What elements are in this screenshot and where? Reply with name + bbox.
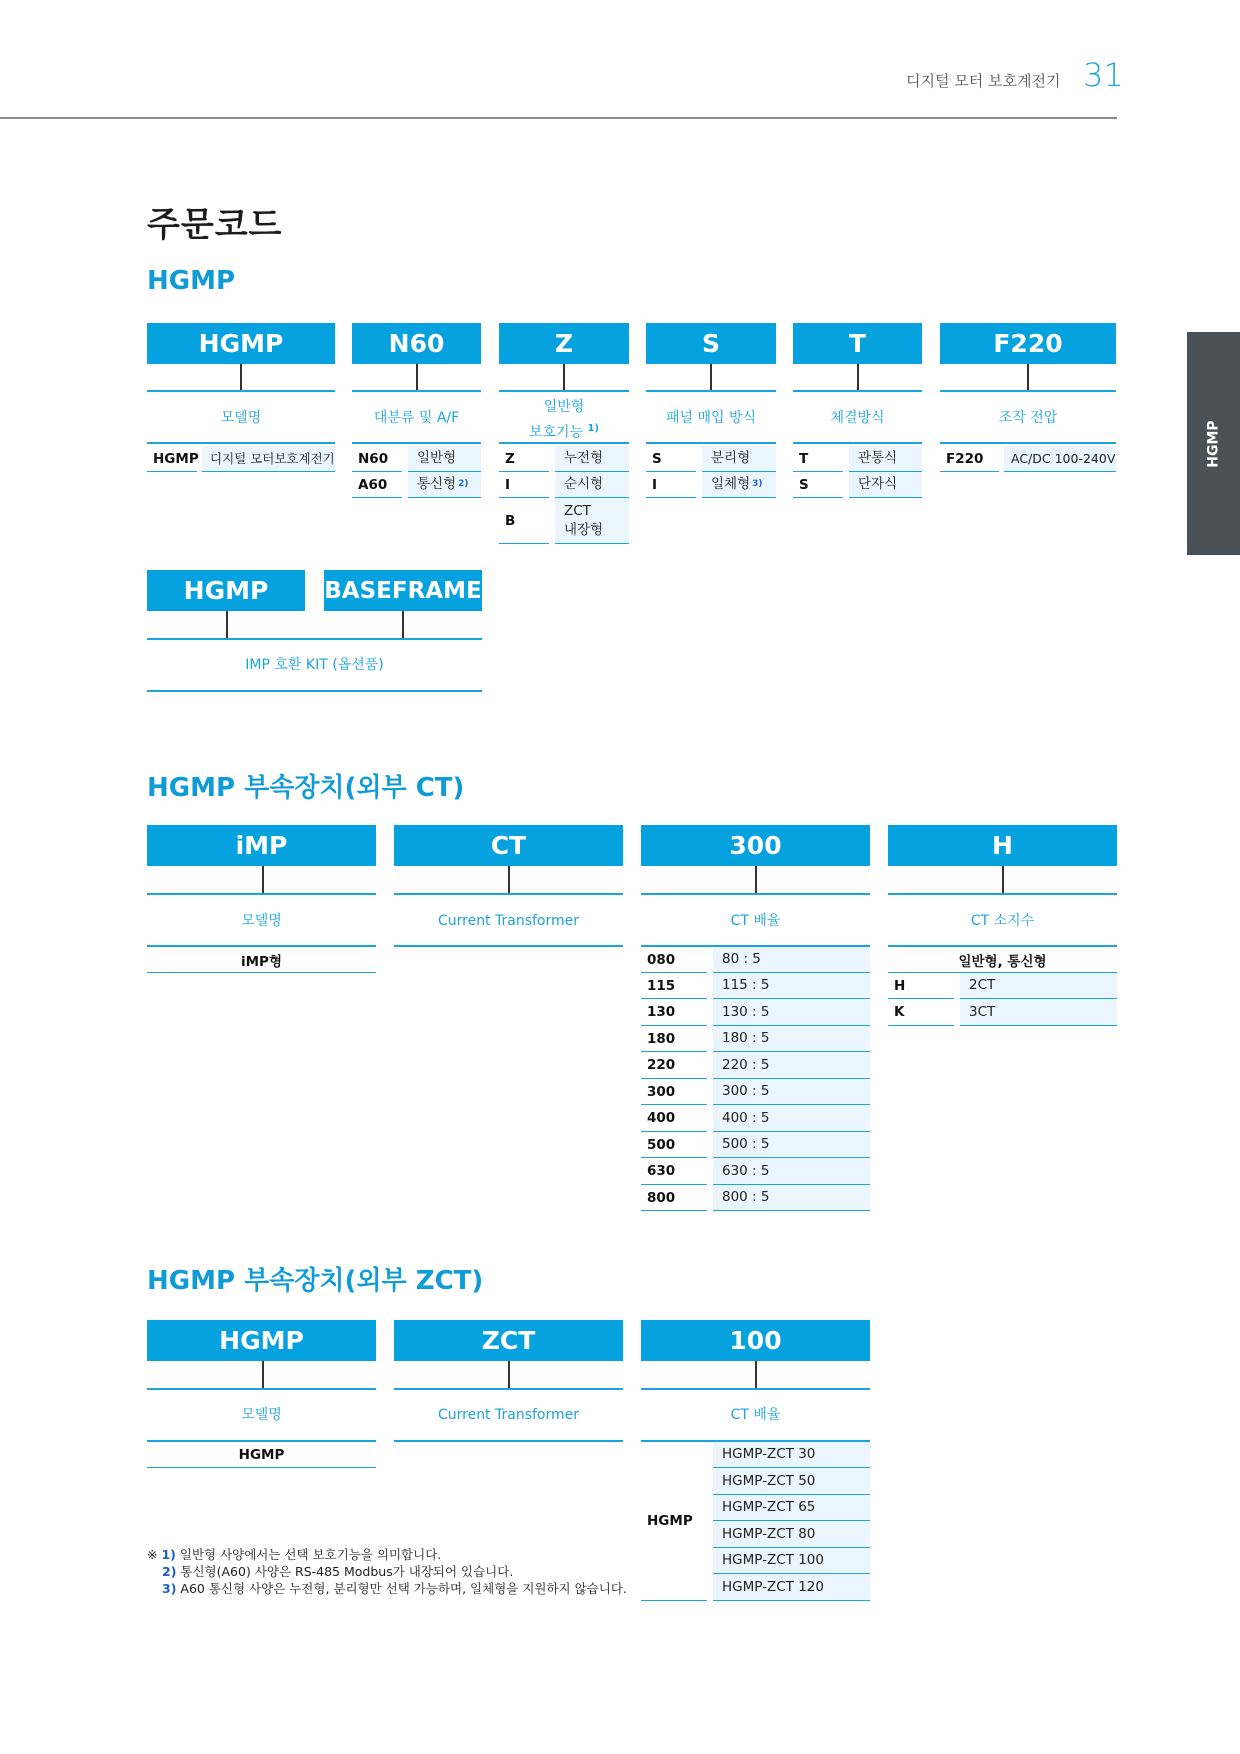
option-value: 일반형: [408, 446, 481, 472]
page-number: 31: [1083, 56, 1124, 94]
ratio-value: 300 : 5: [713, 1079, 870, 1105]
zct-ratio-value: HGMP-ZCT 50: [713, 1468, 870, 1495]
divider: [147, 638, 482, 640]
side-tab[interactable]: [1187, 332, 1240, 555]
code-box-baseframe: BASEFRAME: [324, 570, 482, 611]
ratio-value: 220 : 5: [713, 1052, 870, 1079]
divider: [394, 893, 623, 895]
divider: [499, 442, 629, 444]
code-box-protection: Z: [499, 323, 629, 364]
label-ct-model: 모델명: [241, 913, 282, 929]
code-box-ct-model: iMP: [147, 825, 376, 866]
divider: [888, 893, 1117, 895]
ratio-key: 300: [641, 1079, 707, 1105]
option-key: HGMP: [147, 446, 197, 472]
label-protection-line1: 일반형: [543, 399, 585, 415]
connector: [416, 364, 418, 391]
footnote-ref: 3): [752, 479, 763, 489]
ratio-key: 080: [641, 947, 707, 973]
code-box-ct-count: H: [888, 825, 1117, 866]
divider: [147, 390, 335, 392]
ratio-value: 130 : 5: [713, 999, 870, 1026]
label-ct-ratio: CT 배율: [730, 913, 781, 929]
ratio-key: 800: [641, 1185, 707, 1211]
ratio-value: 400 : 5: [713, 1105, 870, 1132]
header-divider: [0, 117, 1117, 119]
divider: [641, 893, 870, 895]
divider: [147, 442, 335, 444]
divider: [499, 390, 629, 392]
option-value: 순시형: [555, 472, 629, 498]
footnote-2: 2) 통신형(A60) 사양은 RS-485 Modbus가 내장되어 있습니다.: [162, 1564, 514, 1579]
divider: [147, 893, 376, 895]
code-box-fastening: T: [793, 323, 922, 364]
count-value: 2CT: [960, 973, 1117, 999]
option-value: 일체형 3): [702, 472, 776, 498]
connector: [755, 1361, 757, 1388]
ratio-value: 500 : 5: [713, 1132, 870, 1158]
divider: [646, 442, 776, 444]
zct-ratio-value: HGMP-ZCT 30: [713, 1442, 870, 1468]
option-key: A60: [352, 472, 402, 498]
section-title-hgmp: HGMP: [147, 266, 236, 296]
ct-model-value: iMP형: [147, 947, 376, 973]
section-title-ct: HGMP 부속장치(외부 CT): [147, 773, 465, 803]
code-box-zct-ratio: 100: [641, 1320, 870, 1361]
option-value: 관통식: [849, 446, 922, 472]
divider: [352, 442, 481, 444]
ratio-key: 630: [641, 1158, 707, 1185]
header-title: 디지털 모터 보호계전기: [906, 72, 1061, 90]
connector: [857, 364, 859, 391]
ratio-value: 115 : 5: [713, 973, 870, 999]
option-key: I: [499, 472, 549, 498]
option-key: I: [646, 472, 696, 498]
label-baseframe: IMP 호환 KIT (옵션품): [245, 657, 384, 673]
divider: [352, 390, 481, 392]
footnote-3: 3) A60 통신형 사양은 누전형, 분리형만 선택 가능하며, 일체형을 지원하지 않습니다.: [162, 1581, 627, 1596]
option-value: 디지털 모터보호계전기: [202, 446, 335, 472]
side-tab-label: HGMP: [1205, 419, 1222, 468]
divider: [940, 390, 1116, 392]
option-value: 통신형 2): [408, 472, 481, 498]
label-zct-type: Current Transformer: [437, 1407, 580, 1423]
connector: [508, 1361, 510, 1388]
divider: [793, 442, 922, 444]
ratio-key: 400: [641, 1105, 707, 1132]
connector: [563, 364, 565, 391]
connector: [755, 866, 757, 893]
option-value: 단자식: [849, 472, 922, 498]
label-ct-type: Current Transformer: [437, 913, 580, 929]
ratio-key: 130: [641, 999, 707, 1026]
label-zct-ratio: CT 배율: [730, 1407, 781, 1423]
divider: [147, 690, 482, 692]
ratio-value: 180 : 5: [713, 1026, 870, 1052]
divider: [394, 945, 623, 947]
divider: [940, 442, 1116, 444]
page-title: 주문코드: [147, 205, 283, 245]
code-box-baseframe-model: HGMP: [147, 570, 305, 611]
zct-ratio-value: HGMP-ZCT 65: [713, 1495, 870, 1521]
footnotes: [147, 1546, 627, 1597]
option-value: 분리형: [702, 446, 776, 472]
count-key: H: [888, 973, 954, 999]
ct-count-header: 일반형, 통신형: [888, 947, 1117, 973]
divider: [793, 390, 922, 392]
code-box-ct-ratio: 300: [641, 825, 870, 866]
connector: [1027, 364, 1029, 391]
label-protection: [499, 397, 629, 444]
option-value: 누전형: [555, 446, 629, 472]
divider: [394, 1440, 623, 1442]
footnote-ref: 1): [587, 423, 600, 434]
ratio-value: 80 : 5: [713, 947, 870, 973]
connector: [402, 611, 404, 639]
connector: [1002, 866, 1004, 893]
code-box-model: HGMP: [147, 323, 335, 364]
section-title-zct: HGMP 부속장치(외부 ZCT): [147, 1266, 484, 1296]
code-box-zct-model: HGMP: [147, 1320, 376, 1361]
ratio-key: 115: [641, 973, 707, 999]
label-ct-count: CT 소지수: [970, 913, 1035, 929]
ratio-value: 800 : 5: [713, 1185, 870, 1211]
option-key: Z: [499, 446, 549, 472]
ratio-value: 630 : 5: [713, 1158, 870, 1185]
divider: [394, 1388, 623, 1390]
ratio-key: 500: [641, 1132, 707, 1158]
label-voltage: 조작 전압: [998, 410, 1058, 426]
connector: [710, 364, 712, 391]
option-value: AC/DC 100-240V: [1004, 446, 1116, 472]
footnote-ref: 2): [458, 479, 469, 489]
zct-ratio-value: HGMP-ZCT 80: [713, 1521, 870, 1548]
connector: [508, 866, 510, 893]
label-fastening: 체결방식: [830, 410, 885, 426]
connector: [226, 611, 228, 639]
ratio-key: 220: [641, 1052, 707, 1079]
option-key: F220: [940, 446, 999, 472]
code-box-class: N60: [352, 323, 481, 364]
connector: [262, 866, 264, 893]
zct-ratio-key: HGMP: [641, 1442, 707, 1601]
zct-ratio-value: HGMP-ZCT 100: [713, 1548, 870, 1574]
option-key: B: [499, 498, 549, 544]
option-key: N60: [352, 446, 402, 472]
divider: [646, 390, 776, 392]
code-box-ct: CT: [394, 825, 623, 866]
divider: [641, 1388, 870, 1390]
option-value: ZCT 내장형: [555, 498, 629, 544]
zct-ratio-value: HGMP-ZCT 120: [713, 1574, 870, 1601]
label-zct-model: 모델명: [241, 1407, 282, 1423]
option-key: S: [793, 472, 843, 498]
label-class: 대분류 및 A/F: [373, 410, 460, 426]
count-value: 3CT: [960, 999, 1117, 1026]
option-key: T: [793, 446, 843, 472]
label-protection-line2: 보호기능 $^{1)}$: [528, 423, 600, 441]
count-key: K: [888, 999, 954, 1026]
footnote-1: ※ 1) 일반형 사양에서는 선택 보호기능을 의미합니다.: [147, 1547, 442, 1562]
zct-model-value: HGMP: [147, 1442, 376, 1468]
ratio-key: 180: [641, 1026, 707, 1052]
code-box-zct: ZCT: [394, 1320, 623, 1361]
label-model: 모델명: [220, 410, 262, 426]
divider: [147, 1388, 376, 1390]
code-box-panel: S: [646, 323, 776, 364]
connector: [240, 364, 242, 391]
code-box-voltage: F220: [940, 323, 1116, 364]
connector: [262, 1361, 264, 1388]
option-key: S: [646, 446, 696, 472]
label-panel: 패널 매입 방식: [665, 410, 757, 426]
